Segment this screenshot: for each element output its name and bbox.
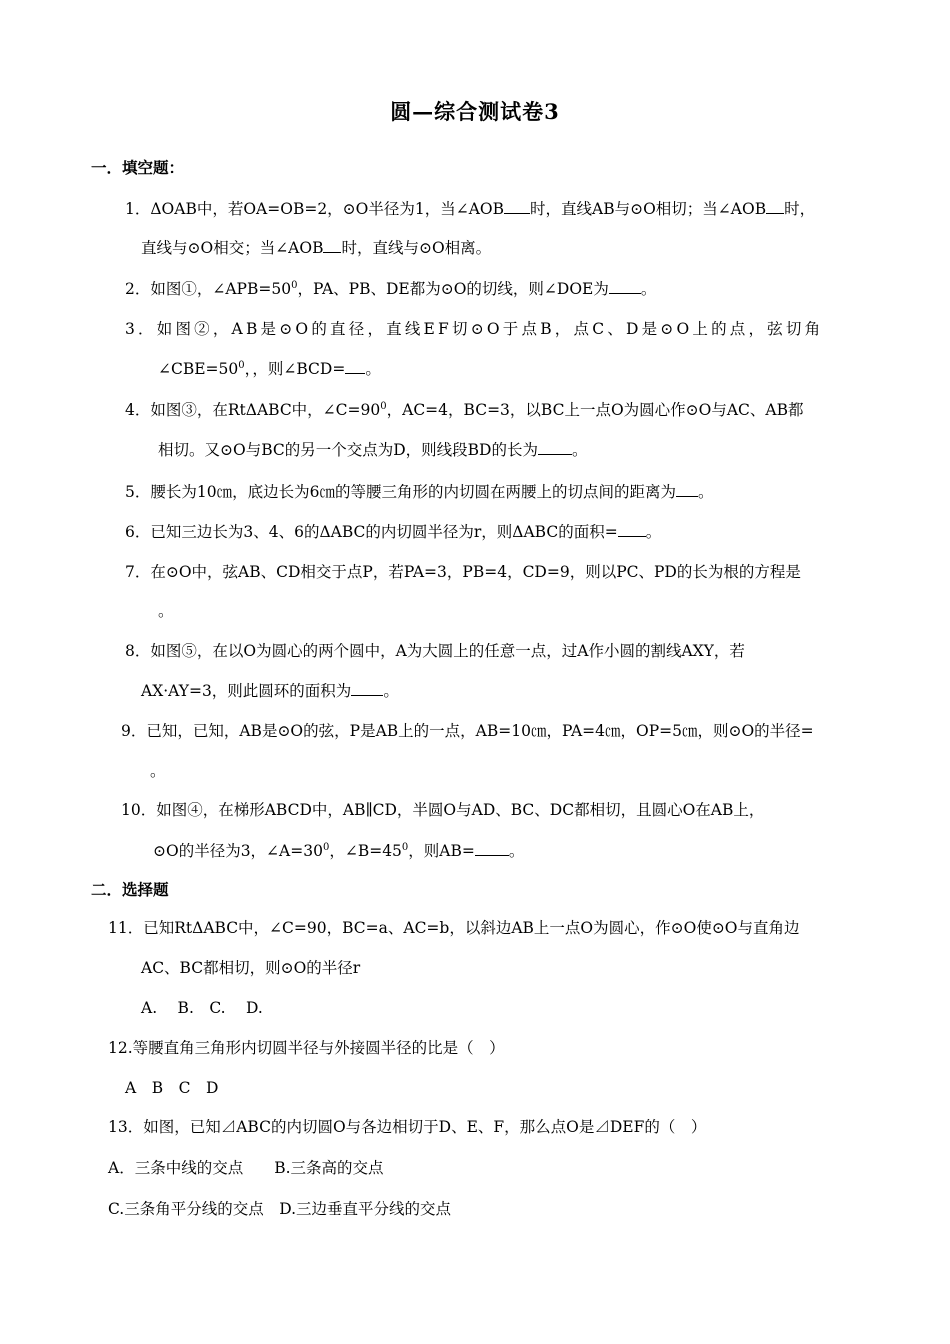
q8-text-c: 。 <box>383 682 399 700</box>
q2-degree: 0 <box>291 279 298 291</box>
q3-blank <box>345 358 365 374</box>
q6-text-b: 。 <box>645 523 662 541</box>
question-7-line-2: 。 <box>158 602 174 620</box>
question-6 <box>125 521 661 542</box>
question-9-line-2: 。 <box>150 762 166 780</box>
q1-text-d: 直线与⊙O相交；当∠AOB <box>141 239 324 257</box>
q6-text-a: 6．已知三边长为3、4、6的ΔABC的内切圆半径为r，则ΔABC的面积= <box>125 523 618 541</box>
q1-blank-1 <box>504 198 530 214</box>
q2-text-a: 2．如图①，∠APB=50 <box>125 280 292 298</box>
q8-text-b: AX·AY=3，则此圆环的面积为 <box>141 682 352 700</box>
q1-text-c: 时， <box>784 200 816 218</box>
q4-text-a: 4．如图③，在RtΔABC中，∠C=90 <box>125 401 381 419</box>
q10-text-b: ⊙O的半径为3，∠A=30 <box>153 842 323 860</box>
question-8-line-1: 8．如图⑤，在以O为圆心的两个圆中，A为大圆上的任意一点，过A作小圆的割线AXY，若 <box>125 642 745 660</box>
q10-degree-1: 0 <box>322 841 330 853</box>
q3-text-c: ，，则∠BCD= <box>244 360 346 378</box>
q3-text-d: 。 <box>365 360 381 378</box>
question-9-line-1: 9．已知，已知，AB是⊙O的弦，P是AB上的一点，AB=10㎝，PA=4㎝，OP=5㎝，则⊙O的半径= <box>121 722 814 740</box>
section-fill-in: 一．填空题： <box>91 158 185 177</box>
question-10-line-1: 10．如图④，在梯形ABCD中，AB∥CD，半圆O与AD、BC、DC都相切，且圆心O在AB上， <box>121 801 765 819</box>
q3-degree: 0 <box>238 359 245 371</box>
question-13-options-ab: A．三条中线的交点 B.三条高的交点 <box>108 1159 384 1177</box>
q1-blank-3 <box>323 237 341 253</box>
section-multiple-choice: 二．选择题 <box>91 880 169 899</box>
q5-blank <box>676 481 698 497</box>
q1-text-b: 时，直线AB与⊙O相切；当∠AOB <box>530 200 767 218</box>
question-10-line-2 <box>153 840 524 861</box>
question-3-line-1: 3．如图②，AB是⊙O的直径，直线EF切⊙O于点B，点C、D是⊙O上的点，弦切角 <box>125 320 824 338</box>
q10-blank <box>475 840 509 856</box>
q10-text-e: 。 <box>508 842 525 860</box>
q4-text-b: ，AC=4，BC=3，以BC上一点O为圆心作⊙O与AC、AB都 <box>386 401 804 419</box>
q4-blank <box>538 439 572 455</box>
question-12-options: A B C D <box>125 1079 219 1097</box>
q2-text-b: ，PA、PB、DE都为⊙O的切线，则∠DOE为 <box>297 280 609 298</box>
question-13: 13．如图，已知⊿ABC的内切圆O与各边相切于D、E、F，那么点O是⊿DEF的（ ） <box>108 1118 707 1136</box>
question-2 <box>125 278 656 299</box>
q1-blank-2 <box>766 198 784 214</box>
q6-blank <box>618 521 646 537</box>
question-5 <box>125 481 713 502</box>
q2-text-c: 。 <box>640 280 657 298</box>
q10-degree-2: 0 <box>401 841 409 853</box>
q4-degree: 0 <box>380 400 387 412</box>
question-13-options-cd: C.三条角平分线的交点 D.三边垂直平分线的交点 <box>108 1200 452 1218</box>
question-7-line-1: 7．在⊙O中，弦AB、CD相交于点P，若PA=3，PB=4，CD=9，则以PC、PD的长为根的方程是 <box>125 563 801 581</box>
q3-text-b: ∠CBE=50 <box>158 360 239 378</box>
question-1-line-1 <box>125 198 815 219</box>
q4-text-d: 。 <box>571 441 588 459</box>
question-12: 12.等腰直角三角形内切圆半径与外接圆半径的比是（ ） <box>108 1039 505 1057</box>
q5-text-b: 。 <box>697 483 714 501</box>
q5-text-a: 5．腰长为10㎝，底边长为6㎝的等腰三角形的内切圆在两腰上的切点间的距离为 <box>125 483 676 501</box>
q8-blank <box>351 680 383 696</box>
question-4-line-2 <box>158 439 588 460</box>
question-4-line-1 <box>125 400 804 420</box>
question-3-line-2 <box>158 358 381 379</box>
question-11-line-1: 11．已知RtΔABC中，∠C=90，BC=a、AC=b，以斜边AB上一点O为圆心，作⊙O使⊙O与直角边 <box>108 919 800 937</box>
page-title: 圆—综合测试卷3 <box>390 99 560 124</box>
question-11-options: A. B. C. D. <box>141 999 263 1017</box>
question-1-line-2 <box>141 237 491 258</box>
q10-text-c: ，∠B=45 <box>329 842 402 860</box>
q10-text-d: ，则AB= <box>408 842 475 860</box>
question-8-line-2 <box>141 680 399 701</box>
q1-text-e: 时，直线与⊙O相离。 <box>341 239 492 257</box>
q4-text-c: 相切。又⊙O与BC的另一个交点为D，则线段BD的长为 <box>158 441 538 459</box>
q2-blank <box>609 278 641 294</box>
question-11-line-2: AC、BC都相切，则⊙O的半径r <box>141 959 361 977</box>
q1-text-a: 1．ΔOAB中，若OA=OB=2，⊙O半径为1，当∠AOB <box>125 200 505 218</box>
